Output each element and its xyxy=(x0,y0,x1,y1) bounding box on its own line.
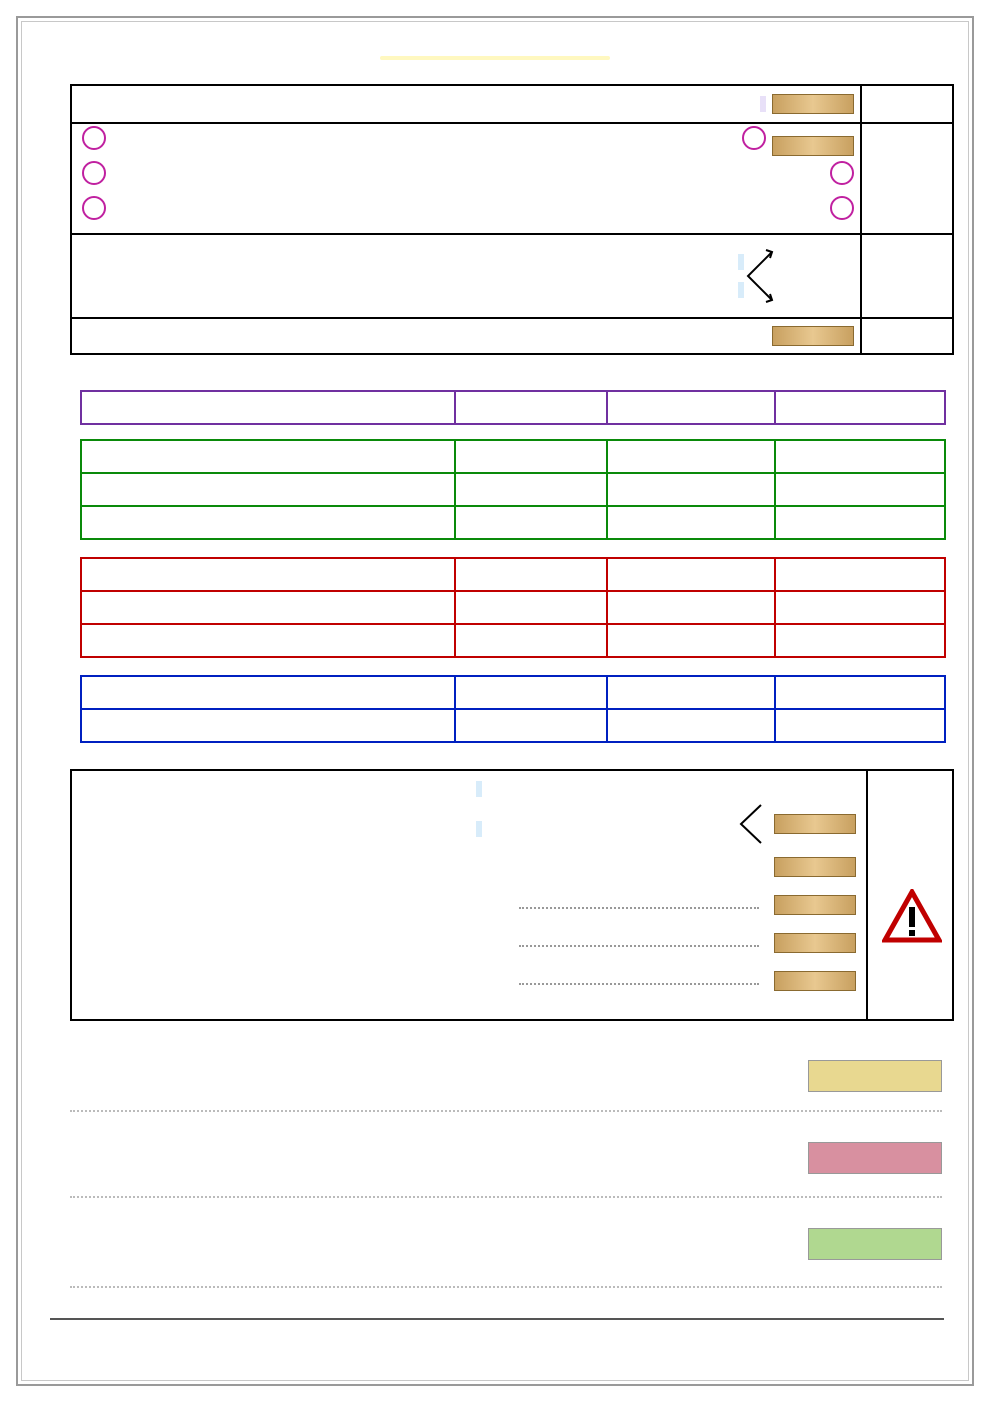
note-classification xyxy=(737,801,856,847)
table-row xyxy=(81,676,945,709)
properties-label xyxy=(861,123,953,234)
components-label xyxy=(861,234,953,318)
table-row xyxy=(81,558,945,591)
pen-tag-icon xyxy=(772,94,854,114)
exercise-stamp xyxy=(808,1060,942,1092)
properties-cell xyxy=(71,123,861,234)
examples-label xyxy=(861,318,953,354)
table-row xyxy=(81,440,945,473)
definition-term xyxy=(760,96,766,112)
exercise-stamp xyxy=(808,1142,942,1174)
header-medium xyxy=(607,391,775,424)
top-decorative-border xyxy=(40,22,952,60)
examples-cell xyxy=(71,318,861,354)
pen-tag-icon xyxy=(774,857,856,877)
pen-tag-icon xyxy=(774,933,856,953)
table-row xyxy=(81,591,945,624)
bracket-arrow-icon xyxy=(737,801,763,847)
definition-cell xyxy=(71,85,861,123)
left-decorative-border xyxy=(24,70,58,1300)
liquid-particles-group xyxy=(80,557,946,658)
overview-table xyxy=(70,84,954,355)
note-foam xyxy=(519,933,856,953)
exercise-1 xyxy=(796,1060,942,1092)
definition-label xyxy=(861,85,953,123)
answer-line[interactable] xyxy=(70,1196,942,1198)
pen-tag-icon xyxy=(772,326,854,346)
pen-tag-icon xyxy=(772,136,854,156)
page-footer xyxy=(50,1318,944,1362)
notes-box xyxy=(70,769,954,1021)
exercise-2 xyxy=(796,1142,942,1174)
properties-column-left xyxy=(78,126,106,231)
warning-icon xyxy=(882,889,942,943)
pen-tag-icon xyxy=(774,814,856,834)
particles-term xyxy=(738,282,744,298)
branch-medium xyxy=(476,781,482,797)
types-header xyxy=(80,390,946,425)
medium-term xyxy=(738,254,744,270)
note-phases xyxy=(768,857,856,877)
branch-particles xyxy=(476,821,482,837)
notes-label-cell xyxy=(866,771,952,1019)
components-cell xyxy=(71,234,861,318)
table-row xyxy=(81,624,945,657)
pen-tag-icon xyxy=(774,971,856,991)
table-row xyxy=(81,506,945,539)
properties-column-right xyxy=(738,126,854,231)
bracket-arrow-icon xyxy=(744,246,774,306)
solid-particles-group xyxy=(80,439,946,540)
pen-tag-icon xyxy=(774,895,856,915)
header-classification xyxy=(455,391,607,424)
page-title xyxy=(380,56,610,60)
table-row xyxy=(81,709,945,742)
answer-line[interactable] xyxy=(70,1286,942,1288)
header-particles xyxy=(775,391,945,424)
table-row xyxy=(81,473,945,506)
exercise-3 xyxy=(796,1228,942,1260)
note-emulsion xyxy=(519,895,856,915)
header-example xyxy=(81,391,455,424)
exercise-stamp xyxy=(808,1228,942,1260)
answer-line[interactable] xyxy=(70,1110,942,1112)
note-aerosol xyxy=(519,971,856,991)
gas-particles-group xyxy=(80,675,946,743)
handwritten-signature xyxy=(84,781,210,892)
